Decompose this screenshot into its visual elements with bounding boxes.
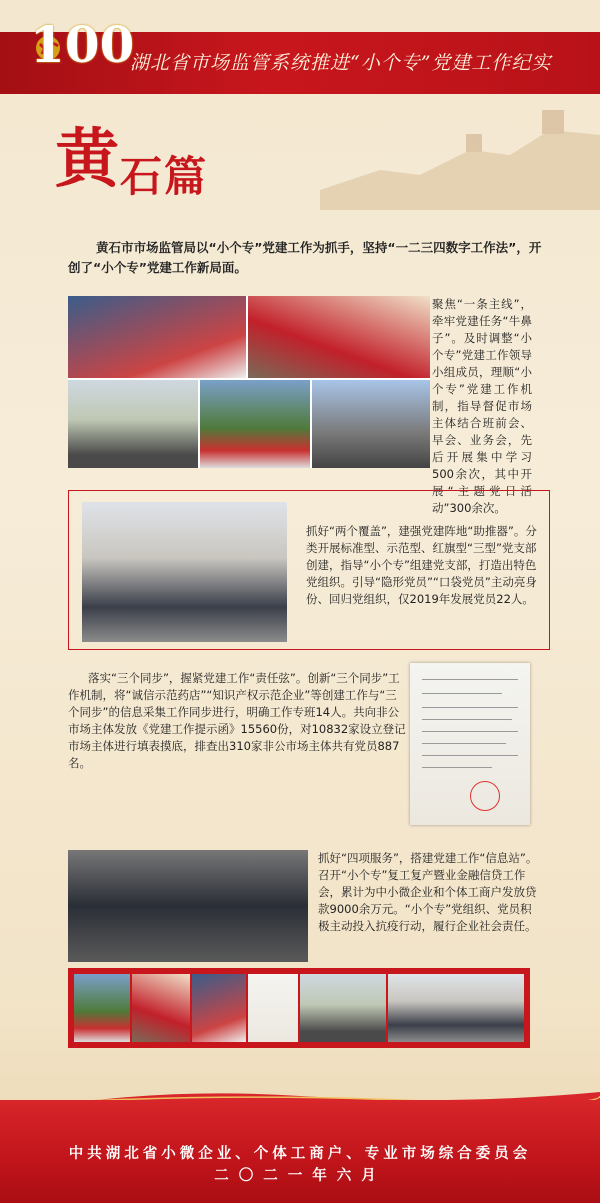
- photo-strip: [68, 968, 530, 1048]
- section-4-text: 抓好“四项服务”，搭建党建工作“信息站”。召开“小个专”复工复产暨业金融信贷工作会，累计为中小微企业和个体工商户发放贷款9000余万元。“小个专”党组织、党员积极主动投入抗疫行动，履行企业社会责任。: [318, 851, 538, 933]
- intro-paragraph: 黄石市市场监管局以“小个专”党建工作为抓手，坚持“一二三四数字工作法”，开创了“小个专”党建工作新局面。: [68, 240, 542, 275]
- header-title: 湖北省市场监管系统推进“小个专”党建工作纪实: [130, 52, 552, 74]
- footer-date: 二〇二一年六月: [214, 1168, 386, 1184]
- photo-discussion: [248, 296, 430, 378]
- photo-notice: [248, 974, 298, 1042]
- photo-collage-100: [68, 296, 430, 468]
- photo-volunteers: [74, 974, 130, 1042]
- photo-building: [132, 974, 190, 1042]
- section-2-text: 抓好“两个覆盖”，建强党建阵地“助推器”。分类开展标准型、示范型、红旗型“三型”党支部创建，指导“小个专”组建党支部，打造出特色党组织。引导“隐形党员”“口袋党员”主动亮身份、回归党组织，仅2019年发展党员22人。: [306, 524, 537, 606]
- seal-icon: [470, 781, 500, 811]
- photo-meeting-hall: [68, 296, 246, 378]
- page-title-rest: 石篇: [120, 152, 209, 201]
- photo-red-shirt-group: [200, 380, 310, 468]
- footer-organization: 中共湖北省小微企业、个体工商户、专业市场综合委员会: [68, 1146, 532, 1162]
- photo-office: [300, 974, 386, 1042]
- photo-outdoor-group: [312, 380, 430, 468]
- logo-number: 100: [30, 15, 135, 74]
- section-3-text: 落实“三个同步”，握紧党建工作“责任弦”。创新“三个同步”工作机制，将“诚信示范药店”“知识产权示范企业”等创建工作与“三个同步”的信息采集工作同步进行，明确工作专班14人。共向非公市场主体发放《党建工作提示函》15560份，对10832家设立登记市场主体进行填表摸底，排查出310家非公市场主体共有党员887名。: [68, 671, 406, 770]
- photo-training: [388, 974, 524, 1042]
- photo-conference-room: [68, 850, 308, 962]
- photo-classroom: [68, 380, 198, 468]
- page-title-first-char: 黄: [55, 122, 119, 197]
- photo-party-branch-plaque: [82, 502, 287, 642]
- great-wall-decoration: [320, 100, 600, 210]
- photo-reminder-letter-document: [410, 663, 530, 825]
- section-1-text: 聚焦“一条主线”，牵牢党建任务“牛鼻子”。及时调整“小个专”党建工作领导小组成员，理顺“小个专”党建工作机制，指导督促市场主体结合班前会、早会、业务会，先后开展集中学习500余次，其中开展“主题党日活动”300余次。: [432, 297, 532, 515]
- photo-team-banner: [192, 974, 246, 1042]
